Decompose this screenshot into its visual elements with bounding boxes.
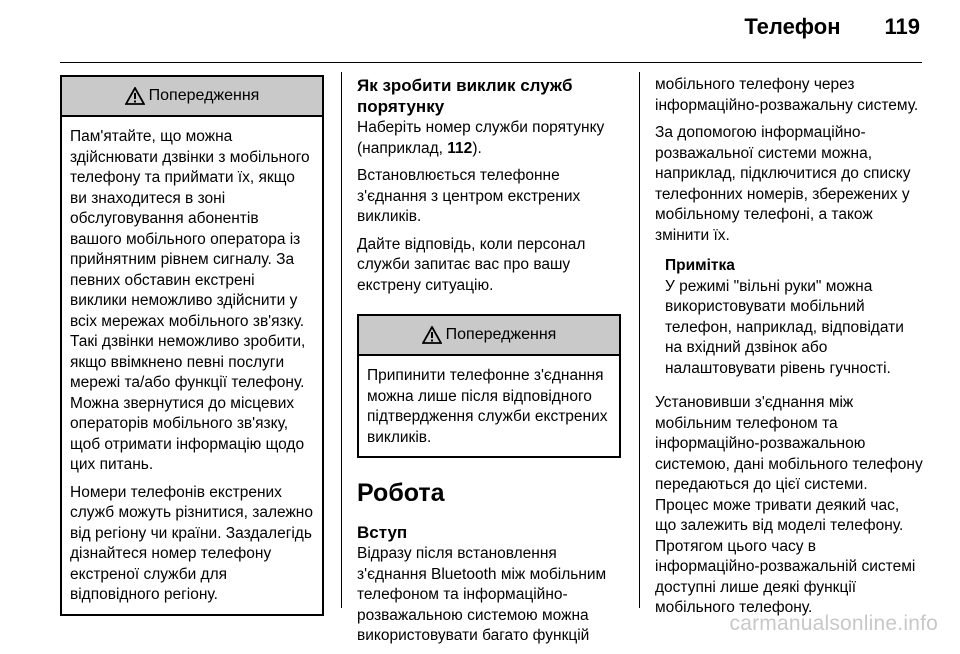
- watermark: carmanualsonline.info: [729, 612, 938, 635]
- paragraph-text: ).: [472, 139, 482, 157]
- warning-box: [60, 75, 324, 616]
- warning-paragraph: Припинити телефонне з'єднання можна лише після відповідного підтвердження служби екстрених викликів.: [367, 367, 608, 446]
- column-1: [60, 75, 324, 616]
- column-3: [655, 75, 923, 626]
- warning-triangle-icon: [422, 326, 442, 344]
- paragraph: Відразу після встановлення з'єднання Bluetooth між мобільним телефоном та інформаційно-розважальною системою можна використовувати багато функцій: [357, 545, 607, 644]
- page-title: Телефон: [744, 14, 841, 39]
- note-text: У режимі "вільні руки" можна використовувати мобільний телефон, наприклад, відповідати на вхідний дзвінок або налаштовувати рівень гучності.: [665, 277, 904, 377]
- note-title: Примітка: [665, 257, 735, 274]
- section-title-operation: Робота: [357, 479, 445, 507]
- paragraph: За допомогою інформаційно-розважальної системи можна, наприклад, підключитися до списку телефонних номерів, збережених у мобільному телефоні, а також змінити їх.: [655, 124, 911, 244]
- warning-header: [359, 316, 619, 356]
- subsection-title-intro: Вступ: [357, 523, 408, 542]
- note-block: [655, 256, 923, 379]
- warning-title: Попередження: [148, 86, 260, 104]
- paragraph: Встановлюється телефонне з'єднання з центром екстрених викликів.: [357, 167, 581, 225]
- paragraph: мобільного телефону через інформаційно-розважальну систему.: [655, 76, 919, 114]
- warning-triangle-icon: [125, 87, 145, 105]
- column-divider-1: [341, 72, 342, 608]
- paragraph: Дайте відповідь, коли персонал служби запитає вас про вашу екстрену ситуацію.: [357, 235, 586, 294]
- warning-paragraph: Номери телефонів екстрених служб можуть різнитися, залежно від регіону чи країни. Заздалегідь дізнайтеся номер телефону екстреної служби для відповідного регіону.: [70, 483, 313, 603]
- warning-title: Попередження: [445, 325, 557, 343]
- warning-body: [62, 117, 322, 614]
- header-rule: [60, 62, 922, 63]
- warning-header: [62, 77, 322, 117]
- page-header: [744, 14, 920, 40]
- emergency-number: 112: [447, 139, 473, 157]
- column-divider-2: [639, 72, 640, 608]
- section-title-emergency: Як зробити виклик служб порятунку: [357, 76, 573, 116]
- column-2: [357, 75, 625, 654]
- warning-paragraph: Пам'ятайте, що можна здійснювати дзвінки з мобільного телефону та приймати їх, якщо ви знаходитеся в зоні обслуговування абонентів вашого мобільного оператора із прийнятним рівнем сигналу. За певних обставин екстрені виклики неможливо здійснити у всіх мережах мобільного зв'язку. Такі дзвінки неможливо зробити, якщо ввімкнено певні послуги мережі та/або функції телефону. Можна звернутися до місцевих операторів мобільного зв'язку, щоб отримати інформацію щодо цих питань.: [70, 128, 310, 473]
- paragraph: Установивши з'єднання між мобільним телефоном та інформаційно-розважальною системою, дані мобільного телефону передаються до цієї системи. Процес може тривати деякий час, що залежить від моделі телефону. Протягом цього часу в інформаційно-розважальній системі доступні лише деякі функції мобільного телефону.: [655, 394, 923, 616]
- page-number: 119: [884, 14, 920, 39]
- warning-body: [359, 356, 619, 456]
- warning-box: [357, 314, 621, 458]
- paragraph: [357, 118, 625, 159]
- paragraph-text: Наберіть номер служби порятунку (наприклад,: [357, 119, 605, 157]
